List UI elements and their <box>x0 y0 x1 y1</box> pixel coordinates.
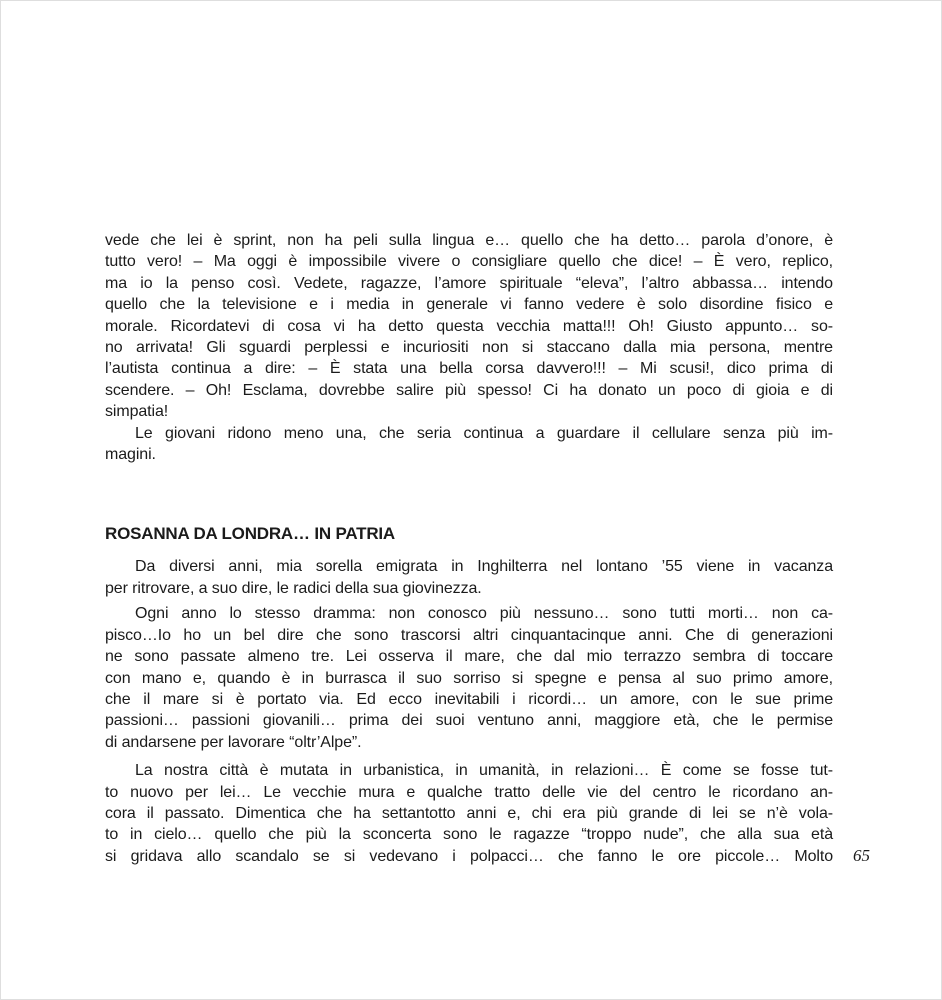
text-line: simpatia! <box>105 403 169 421</box>
text-line: di andarsene per lavorare “oltr’Alpe”. <box>105 733 362 751</box>
paragraph <box>105 556 833 599</box>
text-line: magini. <box>105 446 156 464</box>
text-line: ma io la penso così. Vedete, ragazze, l’amore spirituale “eleva”, l’altro abbassa… intendo <box>105 274 833 292</box>
paragraph <box>105 760 833 867</box>
paragraph <box>105 423 833 466</box>
text-line: Le giovani ridono meno una, che seria continua a guardare il cellulare senza più im- <box>135 424 833 442</box>
page-text <box>105 230 833 867</box>
text-line: passioni… passioni giovanili… prima dei suoi ventuno anni, maggiore età, che le permise <box>105 712 833 730</box>
text-line: Ogni anno lo stesso dramma: non conosco più nessuno… sono tutti morti… non ca- <box>135 605 833 623</box>
text-line: che il mare si è portato via. Ed ecco inevitabili i ricordi… un amore, con le sue prime <box>105 690 833 708</box>
text-line: La nostra città è mutata in urbanistica, in umanità, in relazioni… È come se fosse tut- <box>135 762 833 780</box>
text-line: con mano e, quando è in burrasca il suo sorriso si spegne e pensa al suo primo amore, <box>105 669 833 687</box>
page-number: 65 <box>853 846 870 865</box>
text-line: to in cielo… quello che più la sconcerta sono le ragazze “troppo nude”, che alla sua età <box>105 826 833 844</box>
text-line: vede che lei è sprint, non ha peli sulla lingua e… quello che ha detto… parola d’onore, è <box>105 232 833 249</box>
text-line: no arrivata! Gli sguardi perplessi e incuriositi non si staccano dalla mia persona, mentre <box>105 339 833 357</box>
text-line: quello che la televisione e i media in generale vi fanno vedere è solo disordine fisico e <box>105 296 833 314</box>
text-line: scendere. – Oh! Esclama, dovrebbe salire più spesso! Ci ha donato un poco di gioia e di <box>105 381 833 399</box>
text-line: morale. Ricordatevi di cosa vi ha detto questa vecchia matta!!! Oh! Giusto appunto… so- <box>105 317 833 335</box>
text-line: to nuovo per lei… Le vecchie mura e qualche tratto delle vie del centro le ricordano an- <box>105 783 833 801</box>
text-line: Da diversi anni, mia sorella emigrata in Inghilterra nel lontano ’55 viene in vacanza <box>135 558 833 576</box>
text-line: l’autista continua a dire: – È stata una bella corsa davvero!!! – Mi scusi!, dico prima di <box>105 360 833 378</box>
text-line: tutto vero! – Ma oggi è impossibile vivere o consigliare quello che dice! – È vero, replico, <box>105 253 833 271</box>
text-line: ne sono passate almeno tre. Lei osserva il mare, che dal mio terrazzo sembra di toccare <box>105 648 833 666</box>
text-line: cora il passato. Dimentica che ha settantotto anni e, chi era più grande di lei se n’è vola- <box>105 804 833 822</box>
section-heading: ROSANNA DA LONDRA… IN PATRIA <box>105 524 395 544</box>
text-line: per ritrovare, a suo dire, le radici della sua giovinezza. <box>105 579 482 597</box>
text-line: pisco…Io ho un bel dire che sono trascorsi altri cinquantacinque anni. Che di generazioni <box>105 626 833 644</box>
paragraph <box>105 603 833 753</box>
paragraph <box>105 230 833 423</box>
text-line: si gridava allo scandalo se si vedevano i polpacci… che fanno le ore piccole… Molto <box>105 847 833 865</box>
